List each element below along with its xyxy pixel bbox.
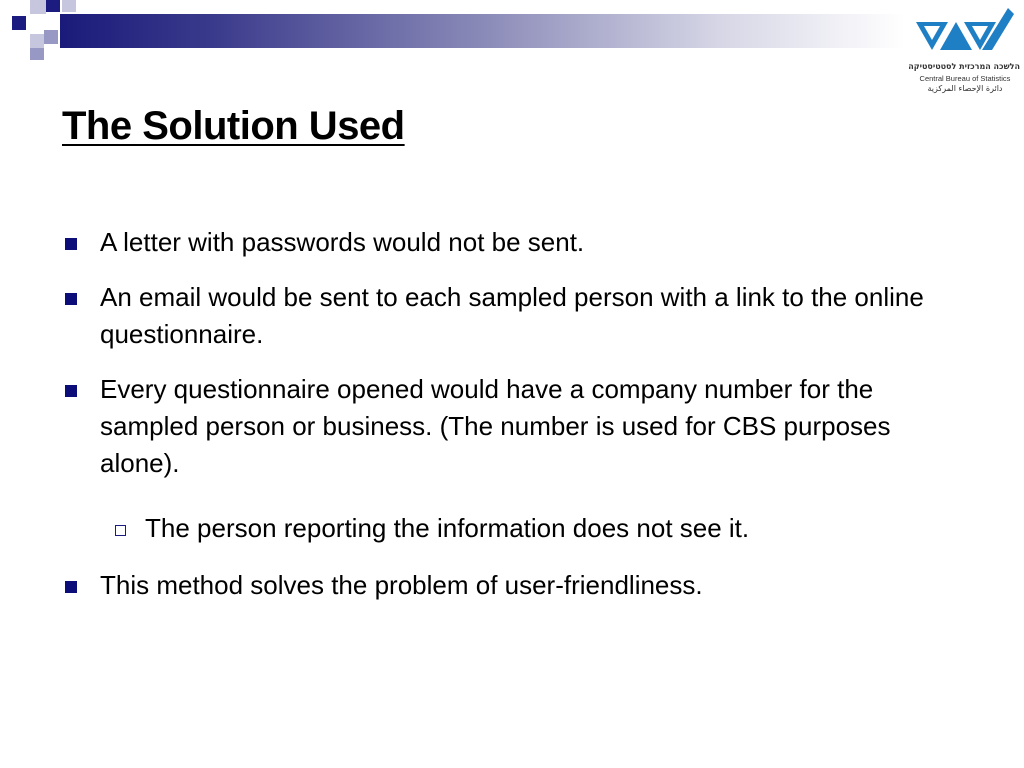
sub-list-item: [62, 510, 962, 547]
square-bullet-icon: [65, 581, 77, 593]
square-bullet-icon: [65, 238, 77, 250]
logo-arabic-text: دائرة الإحصاء المركزية: [927, 84, 1003, 93]
list-item: [62, 279, 962, 353]
bullet-text: Every questionnaire opened would have a company number for the sampled person or business. (The number is used for CBS purposes alone).: [100, 374, 891, 478]
decor-square: [12, 16, 26, 30]
decor-square: [44, 30, 58, 44]
decor-square: [62, 0, 76, 12]
cbs-logo-icon: [910, 6, 1020, 62]
list-item: [62, 567, 962, 604]
logo-hebrew-text: הלשכה המרכזית לסטטיסטיקה: [908, 62, 1020, 71]
header-band: [60, 14, 905, 48]
bullet-text: An email would be sent to each sampled person with a link to the online questionnaire.: [100, 282, 924, 349]
sub-bullet-text: The person reporting the information does not see it.: [145, 513, 750, 543]
square-bullet-icon: [65, 385, 77, 397]
bullet-text: A letter with passwords would not be sent.: [100, 227, 585, 257]
hollow-square-bullet-icon: [115, 525, 126, 536]
decor-square: [46, 0, 60, 12]
list-item: [62, 371, 962, 482]
list-item: [62, 224, 962, 261]
decor-square: [30, 34, 44, 48]
decor-square: [30, 48, 44, 60]
logo-english-text: Central Bureau of Statistics: [919, 74, 1011, 83]
square-bullet-icon: [65, 293, 77, 305]
slide-title: The Solution Used: [62, 104, 405, 148]
bullet-text: This method solves the problem of user-friendliness.: [100, 570, 703, 600]
bullet-list: [62, 224, 962, 622]
decor-square: [30, 0, 46, 14]
cbs-logo: [910, 6, 1020, 98]
